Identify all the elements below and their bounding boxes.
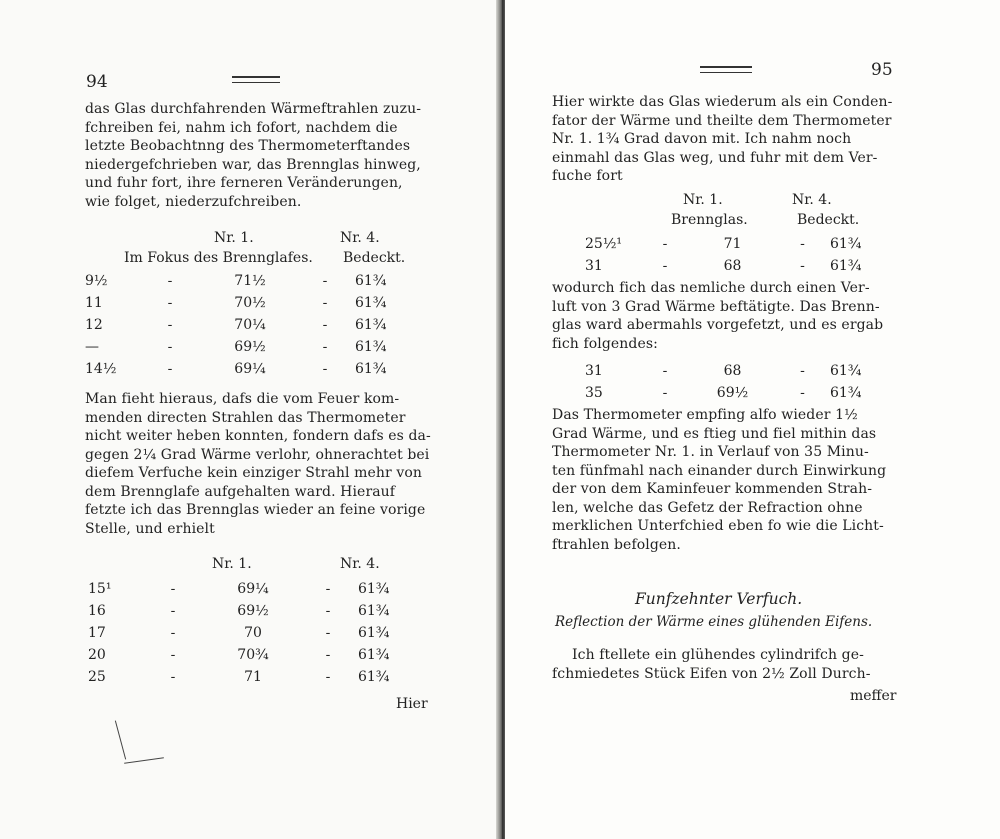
intro-paragraph bbox=[85, 100, 430, 211]
text-line: fchreiben fei, nahm ich fofort, nachdem die bbox=[85, 119, 398, 136]
column-subheader: Im Fokus des Brennglafes. bbox=[124, 250, 313, 266]
column-header: Nr. 4. bbox=[340, 230, 380, 246]
text-line: fator der Wärme und theilte dem Thermometer bbox=[552, 112, 892, 129]
page-number: 95 bbox=[871, 60, 893, 80]
text-line: Nr. 1. 1¾ Grad davon mit. Ich nahm noch bbox=[552, 131, 852, 147]
table-row bbox=[585, 382, 885, 404]
table-row bbox=[88, 666, 408, 688]
text-line: merklichen Unterfchied eben fo wie die Licht- bbox=[552, 518, 884, 534]
right-page bbox=[505, 0, 1000, 839]
table-row bbox=[88, 644, 408, 666]
text-line: Grad Wärme, und es ftieg und fiel mithin das bbox=[552, 425, 877, 442]
table-cell: - bbox=[662, 236, 668, 252]
table-cell: 9½ bbox=[85, 273, 108, 289]
table-row bbox=[585, 360, 885, 382]
table-cell: 70¼ bbox=[234, 317, 266, 333]
text-line: ten fünfmahl nach einander durch Einwirkung bbox=[552, 462, 887, 479]
table-cell: 61¾ bbox=[358, 603, 390, 619]
table-cell: 70¾ bbox=[237, 647, 269, 663]
middle-paragraph bbox=[85, 390, 430, 538]
table-cell: 71½ bbox=[234, 273, 266, 289]
table-cell: 70 bbox=[244, 625, 262, 641]
catchword: Hier bbox=[396, 696, 428, 712]
table-cell: 12 bbox=[85, 317, 103, 333]
table-cell: 69¼ bbox=[237, 581, 269, 597]
table-cell: 61¾ bbox=[830, 236, 862, 252]
catchword: meffer bbox=[850, 688, 897, 704]
text-line: dem Brennglafe aufgehalten ward. Hierauf bbox=[85, 483, 396, 500]
header-rule bbox=[232, 82, 280, 83]
table-cell: - bbox=[170, 647, 176, 663]
text-line: Thermometer Nr. 1. in Verlauf von 35 Minu- bbox=[552, 444, 869, 460]
table-cell: - bbox=[662, 385, 668, 401]
column-header: Nr. 1. bbox=[212, 556, 252, 572]
table-cell: 68 bbox=[723, 363, 742, 379]
table-cell: 35 bbox=[585, 385, 603, 401]
table-cell: 61¾ bbox=[830, 385, 862, 401]
table-cell: - bbox=[800, 258, 805, 274]
column-header: Nr. 1. bbox=[214, 230, 254, 246]
column-header: Nr. 4. bbox=[340, 556, 380, 572]
table-row bbox=[85, 358, 405, 380]
table-cell: - bbox=[170, 581, 176, 597]
text-line: Hier wirkte das Glas wiederum als ein Conden- bbox=[552, 94, 893, 110]
header-rule bbox=[700, 72, 752, 73]
table-row bbox=[585, 255, 885, 277]
table-cell: - bbox=[167, 361, 173, 377]
text-line: glas ward abermahls vorgefetzt, und es ergab bbox=[552, 317, 884, 333]
data-table bbox=[85, 270, 405, 380]
table-row bbox=[85, 336, 405, 358]
table-cell: 14½ bbox=[85, 361, 117, 377]
text-line: Man fieht hieraus, dafs die vom Feuer kom- bbox=[85, 391, 400, 407]
table-row bbox=[585, 233, 885, 255]
table-cell: - bbox=[800, 236, 805, 252]
table-cell: - bbox=[800, 385, 805, 401]
text-line: fich folgendes: bbox=[552, 335, 658, 352]
table-cell: 61¾ bbox=[358, 625, 390, 641]
table-cell: - bbox=[662, 363, 668, 379]
text-line: wie folget, niederzufchreiben. bbox=[85, 193, 302, 210]
table-cell: - bbox=[322, 273, 328, 289]
text-line: menden directen Strahlen das Thermometer bbox=[85, 409, 406, 426]
table-cell: 71 bbox=[244, 669, 262, 685]
text-line: wodurch fich das nemliche durch einen Ver- bbox=[552, 280, 870, 296]
table-row bbox=[88, 622, 408, 644]
table-cell: 16 bbox=[88, 603, 106, 619]
table-cell: - bbox=[170, 669, 176, 685]
table-cell: 69½ bbox=[716, 385, 749, 401]
table-cell: 25½¹ bbox=[585, 236, 622, 252]
table-row bbox=[85, 270, 405, 292]
table-cell: 70½ bbox=[234, 295, 266, 311]
section-subheading: Reflection der Wärme eines glühenden Eifens. bbox=[555, 614, 873, 630]
data-table bbox=[88, 578, 408, 688]
table-row bbox=[88, 600, 408, 622]
pencil-mark bbox=[124, 757, 164, 764]
intro-paragraph bbox=[552, 93, 897, 186]
table-cell: 61¾ bbox=[355, 295, 387, 311]
table-cell: 71 bbox=[723, 236, 742, 252]
table-cell: 17 bbox=[88, 625, 106, 641]
table-cell: - bbox=[325, 625, 331, 641]
table-cell: 61¾ bbox=[355, 361, 387, 377]
table-cell: - bbox=[325, 603, 331, 619]
column-subheader: Brennglas. bbox=[671, 212, 748, 228]
text-line: len, welche das Gefetz der Refraction ohne bbox=[552, 499, 863, 516]
table-cell: - bbox=[322, 361, 328, 377]
table-cell: 11 bbox=[85, 295, 103, 311]
table-row bbox=[85, 314, 405, 336]
table-cell: - bbox=[167, 295, 173, 311]
text-line: einmahl das Glas weg, und fuhr mit dem Ver- bbox=[552, 149, 878, 166]
table-cell: - bbox=[322, 317, 328, 333]
text-line: fchmiedetes Stück Eifen von 2½ Zoll Durch- bbox=[552, 665, 871, 682]
table-cell: - bbox=[322, 295, 328, 311]
table-cell: 69½ bbox=[234, 339, 266, 355]
header-rule bbox=[700, 66, 752, 68]
table-cell: - bbox=[325, 581, 331, 597]
table-cell: — bbox=[85, 339, 99, 355]
text-line: Stelle, und erhielt bbox=[85, 520, 215, 537]
pencil-mark bbox=[115, 721, 126, 760]
table-row bbox=[85, 292, 405, 314]
text-line: niedergefchrieben war, das Brennglas hinweg, bbox=[85, 156, 421, 173]
text-line: Das Thermometer empfing alfo wieder 1½ bbox=[552, 407, 858, 423]
column-header: Nr. 1. bbox=[683, 192, 723, 208]
table-cell: 69½ bbox=[237, 603, 269, 619]
table-row bbox=[88, 578, 408, 600]
table-cell: 61¾ bbox=[355, 317, 387, 333]
text-line: fetzte ich das Brennglas wieder an feine vorige bbox=[85, 502, 426, 518]
column-header: Nr. 4. bbox=[792, 192, 832, 208]
table-cell: 61¾ bbox=[355, 339, 387, 355]
table-cell: 61¾ bbox=[358, 669, 390, 685]
table-cell: - bbox=[325, 669, 331, 685]
table-cell: - bbox=[800, 363, 805, 379]
section-heading: Funfzehnter Verfuch. bbox=[635, 590, 803, 608]
table-cell: 20 bbox=[88, 647, 106, 663]
table-cell: - bbox=[170, 603, 176, 619]
table-cell: - bbox=[167, 273, 173, 289]
text-line: diefem Verfuche kein einziger Strahl mehr von bbox=[85, 465, 423, 481]
text-line: luft von 3 Grad Wärme beftätigte. Das Brenn- bbox=[552, 298, 880, 315]
table-cell: 61¾ bbox=[830, 258, 862, 274]
table-cell: - bbox=[167, 317, 173, 333]
table-cell: 69¼ bbox=[234, 361, 266, 377]
text-line: ftrahlen befolgen. bbox=[552, 536, 681, 553]
table-cell: - bbox=[167, 339, 173, 355]
table-cell: - bbox=[170, 625, 176, 641]
table-cell: 15¹ bbox=[88, 581, 112, 597]
text-line: fuche fort bbox=[552, 168, 623, 184]
text-line: Ich ftellete ein glühendes cylindrifch ge- bbox=[572, 647, 864, 663]
text-line: letzte Beobachtnng des Thermometerftandes bbox=[85, 138, 411, 154]
table-cell: 68 bbox=[723, 258, 742, 274]
section-paragraph bbox=[552, 646, 897, 683]
middle-paragraph bbox=[552, 279, 897, 353]
table-cell: 61¾ bbox=[355, 273, 387, 289]
text-line: und fuhr fort, ihre ferneren Veränderungen, bbox=[85, 175, 403, 191]
table-cell: 31 bbox=[585, 258, 603, 274]
page-number: 94 bbox=[86, 72, 108, 92]
table-cell: - bbox=[662, 258, 668, 274]
header-rule bbox=[232, 76, 280, 78]
table-cell: 61¾ bbox=[358, 581, 390, 597]
table-cell: 25 bbox=[88, 669, 106, 685]
text-line: der von dem Kaminfeuer kommenden Strah- bbox=[552, 481, 873, 497]
text-line: gegen 2¼ Grad Wärme verlohr, ohnerachtet bei bbox=[85, 446, 430, 463]
column-subheader: Bedeckt. bbox=[797, 212, 860, 228]
text-line: das Glas durchfahrenden Wärmeftrahlen zuzu- bbox=[85, 101, 422, 117]
table-cell: - bbox=[322, 339, 328, 355]
column-subheader: Bedeckt. bbox=[343, 250, 406, 266]
data-table bbox=[585, 360, 885, 404]
table-cell: 61¾ bbox=[830, 363, 862, 379]
text-line: nicht weiter heben konnten, fondern dafs es da- bbox=[85, 428, 431, 444]
after-paragraph bbox=[552, 406, 897, 554]
data-table bbox=[585, 233, 885, 277]
table-cell: 61¾ bbox=[358, 647, 390, 663]
table-cell: 31 bbox=[585, 363, 603, 379]
table-cell: - bbox=[325, 647, 331, 663]
